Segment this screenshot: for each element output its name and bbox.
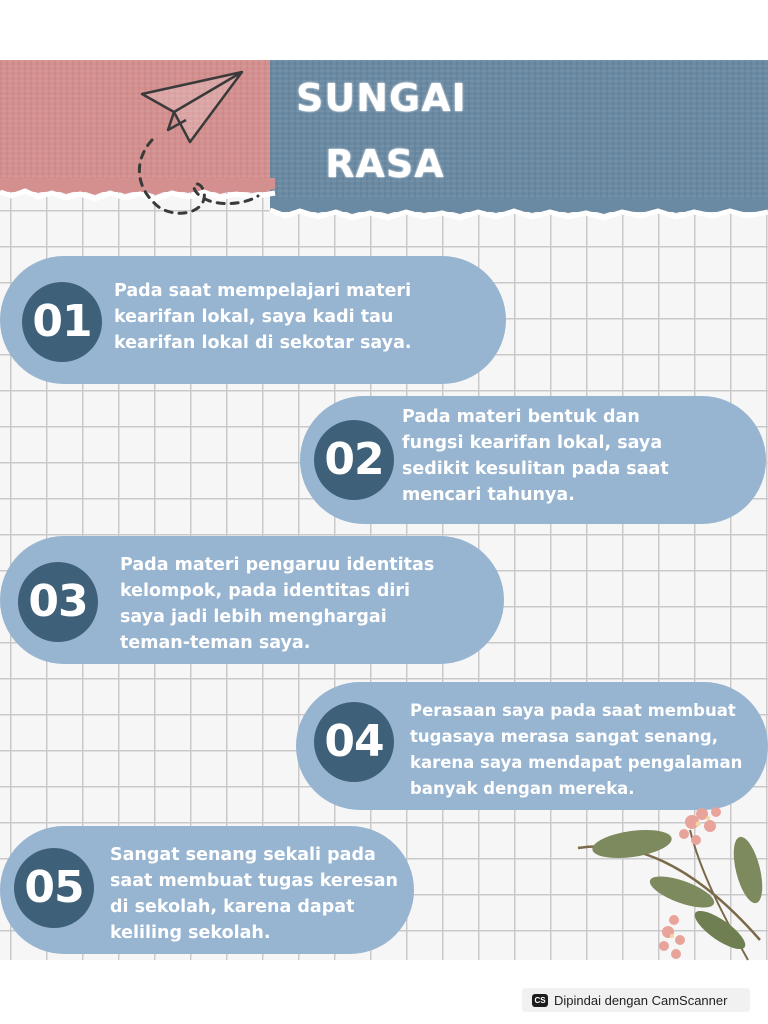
reflection-text-02: Pada materi bentuk dan fungsi kearifan lokal, saya sedikit kesulitan pada saat mencari tahunya. — [402, 407, 669, 505]
camscanner-icon: CS — [532, 994, 548, 1007]
camscanner-text: Dipindai dengan CamScanner — [554, 992, 728, 1008]
reflection-text-05: Sangat senang sekali pada saat membuat tugas keresan di sekolah, karena dapat keliling sekolah. — [110, 845, 398, 943]
paper-plane-icon — [130, 68, 260, 218]
reflection-text-01: Pada saat mempelajari materi kearifan lokal, saya kadi tau kearifan lokal di sekotar saya. — [114, 281, 412, 353]
dashed-trail-icon — [139, 140, 258, 213]
reflection-text-03: Pada materi pengaruu identitas kelompok, pada identitas diri saya jadi lebih menghargai teman-teman saya. — [120, 555, 435, 653]
torn-paper-edge-blue — [0, 198, 768, 228]
camscanner-watermark — [522, 988, 750, 1012]
number-badge-04: 04 — [314, 702, 394, 782]
reflection-text-04: Perasaan saya pada saat membuat tugasaya merasa sangat senang, karena saya mendapat pengalaman banyak dengan mereka. — [410, 701, 743, 798]
number-badge-02: 02 — [314, 420, 394, 500]
page-title-line2: RASA — [325, 142, 445, 186]
flower-branch-icon — [570, 800, 768, 962]
page-title-line1: SUNGAI — [296, 76, 467, 120]
number-badge-01: 01 — [22, 282, 102, 362]
number-badge-03: 03 — [18, 562, 98, 642]
number-badge-05: 05 — [14, 848, 94, 928]
